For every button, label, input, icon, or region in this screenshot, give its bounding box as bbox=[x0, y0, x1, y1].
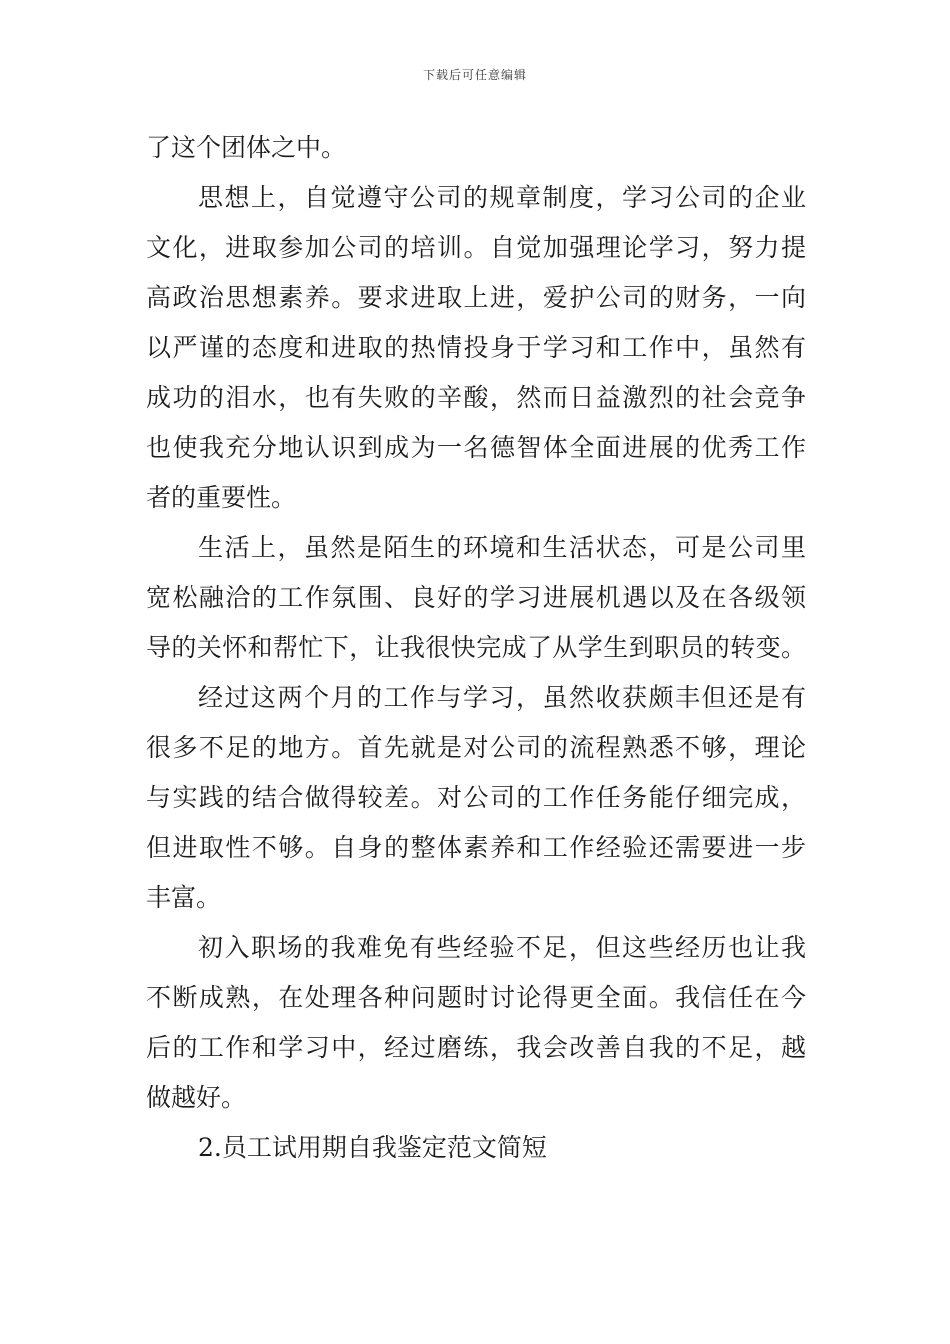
paragraph-first-line: 生活上，虽然是陌生的环境和生活状态，可是公司里 bbox=[198, 533, 806, 562]
text-line: 后的工作和学习中，经过磨练，我会改善自我的不足，越 bbox=[146, 1033, 806, 1062]
text-line: 丰富。 bbox=[146, 883, 222, 912]
text-line: 也使我充分地认识到成为一名德智体全面进展的优秀工作 bbox=[146, 433, 806, 462]
text-line: 做越好。 bbox=[146, 1083, 247, 1112]
section-heading: 2.员工试用期自我鉴定范文简短 bbox=[198, 1133, 547, 1162]
text-line: 高政治思想素养。要求进取上进，爱护公司的财务，一向 bbox=[146, 283, 806, 312]
document-body bbox=[146, 123, 806, 1173]
text-line: 导的关怀和帮忙下，让我很快完成了从学生到职员的转变。 bbox=[146, 633, 806, 662]
text-line: 成功的泪水，也有失败的辛酸，然而日益激烈的社会竞争 bbox=[146, 383, 806, 412]
text-line: 者的重要性。 bbox=[146, 483, 297, 512]
text-line: 宽松融洽的工作氛围、良好的学习进展机遇以及在各级领 bbox=[146, 583, 806, 612]
text-line: 但进取性不够。自身的整体素养和工作经验还需要进一步 bbox=[146, 833, 806, 862]
text-line: 很多不足的地方。首先就是对公司的流程熟悉不够，理论 bbox=[146, 733, 806, 762]
text-line: 不断成熟，在处理各种问题时讨论得更全面。我信任在今 bbox=[146, 983, 806, 1012]
text-line: 与实践的结合做得较差。对公司的工作任务能仔细完成， bbox=[146, 783, 806, 812]
paragraph-first-line: 初入职场的我难免有些经验不足，但这些经历也让我 bbox=[198, 933, 806, 962]
text-line: 以严谨的态度和进取的热情投身于学习和工作中，虽然有 bbox=[146, 333, 806, 362]
paragraph-first-line: 经过这两个月的工作与学习，虽然收获颇丰但还是有 bbox=[198, 683, 806, 712]
text-line: 了这个团体之中。 bbox=[146, 133, 347, 162]
text-line: 文化，进取参加公司的培训。自觉加强理论学习，努力提 bbox=[146, 233, 806, 262]
page-header: 下载后可任意编辑 bbox=[422, 68, 527, 82]
paragraph-first-line: 思想上，自觉遵守公司的规章制度，学习公司的企业 bbox=[198, 183, 806, 212]
